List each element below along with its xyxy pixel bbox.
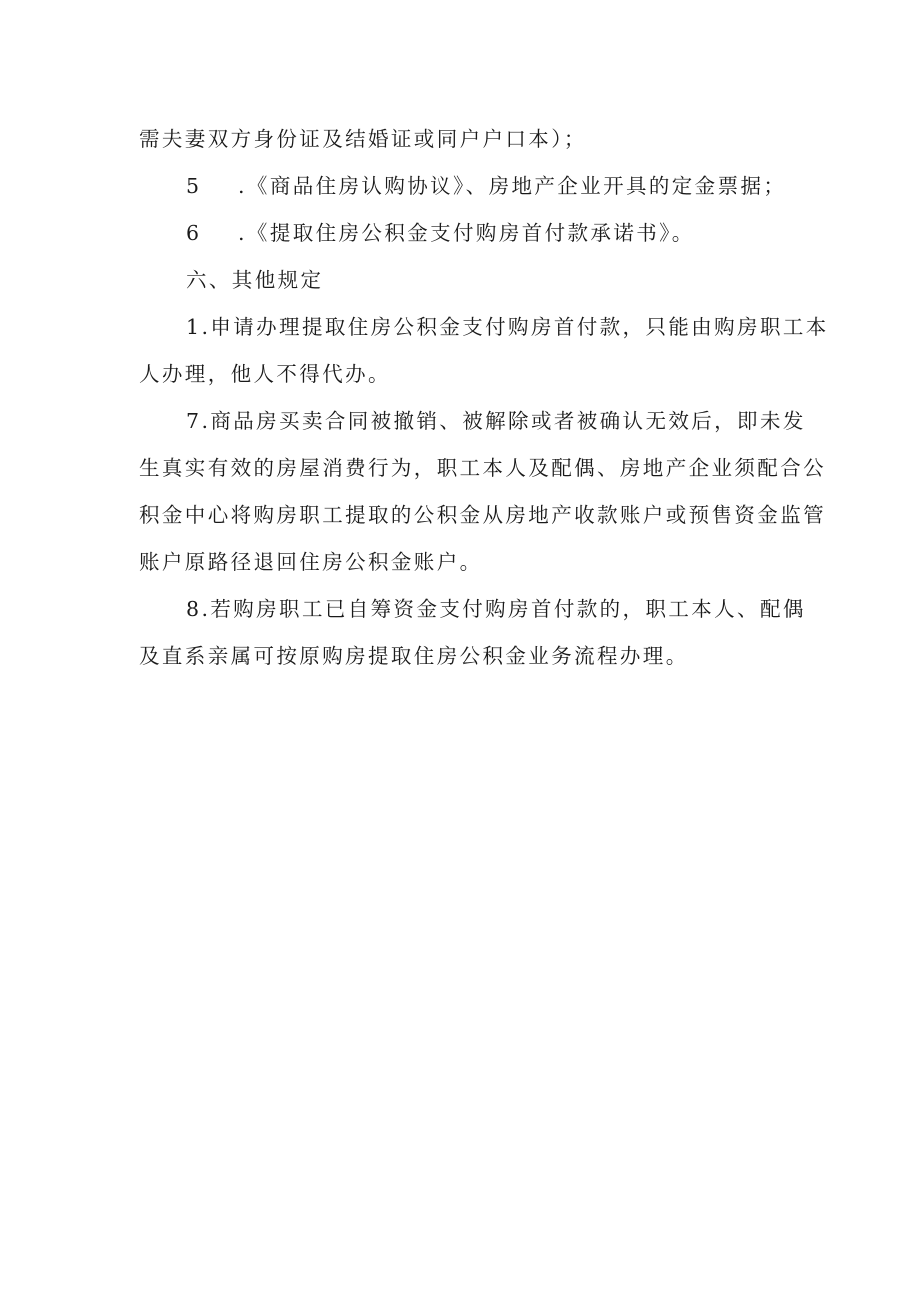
rule-1-line-2: 人办理，他人不得代办。 — [139, 362, 391, 386]
section-heading: 六、其他规定 — [186, 268, 324, 292]
rule-8-line-2: 及直系亲属可按原购房提取住房公积金业务流程办理。 — [139, 644, 689, 668]
list-item-6-text: .《提取住房公积金支付购房首付款承诺书》。 — [238, 221, 695, 245]
rule-1-line-1: 1.申请办理提取住房公积金支付购房首付款，只能由购房职工本 — [186, 315, 829, 339]
list-item-5-number: 5 — [186, 174, 202, 198]
list-item-6-number: 6 — [186, 221, 202, 245]
list-item-5 — [186, 172, 846, 200]
rule-8-line-1: 8.若购房职工已自筹资金支付购房首付款的，职工本人、配偶 — [186, 597, 806, 621]
rule-7-line-1: 7.商品房买卖合同被撤销、被解除或者被确认无效后，即未发 — [186, 409, 806, 433]
list-item-5-text: .《商品住房认购协议》、房地产企业开具的定金票据； — [238, 174, 787, 198]
rule-7-line-4: 账户原路径退回住房公积金账户。 — [139, 550, 483, 574]
continuation-line: 需夫妻双方身份证及结婚证或同户户口本）； — [139, 127, 587, 151]
rule-7-line-3: 积金中心将购房职工提取的公积金从房地产收款账户或预售资金监管 — [139, 503, 826, 527]
rule-7-line-2: 生真实有效的房屋消费行为，职工本人及配偶、房地产企业须配合公 — [139, 456, 826, 480]
list-item-6 — [186, 219, 846, 247]
